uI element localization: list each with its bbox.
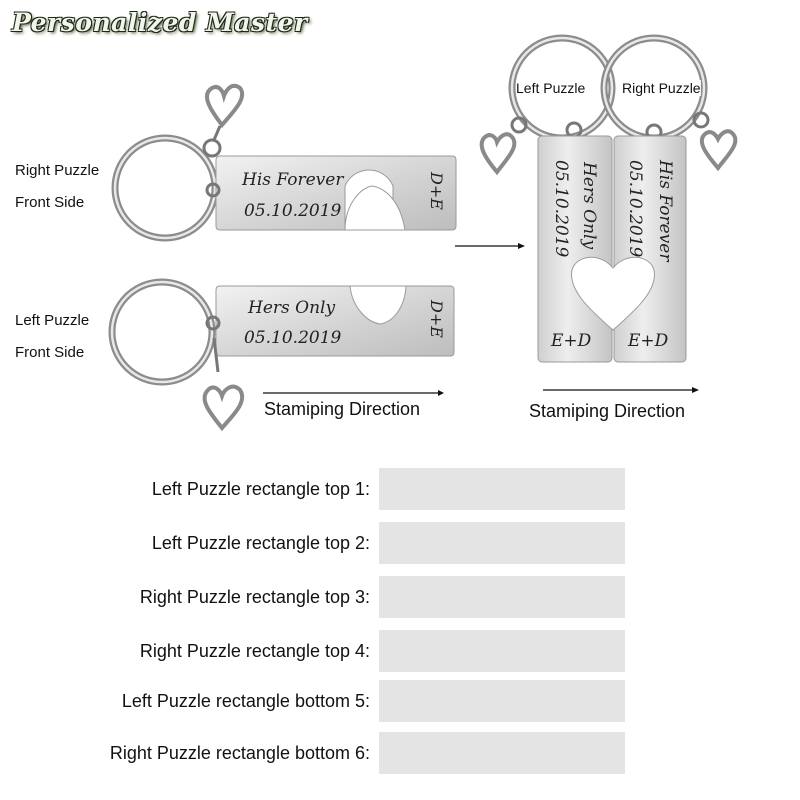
vertical-left-line1: Hers Only — [579, 162, 599, 250]
right-puzzle-ring-label: Right Puzzle — [622, 80, 701, 96]
left-puzzle-bottom-5-input[interactable] — [379, 680, 625, 722]
stamping-direction-left: Stamiping Direction — [264, 399, 421, 419]
heart-charm — [482, 134, 515, 172]
vertical-left-initials: E+D — [551, 331, 592, 351]
right-puzzle-top-4-input[interactable] — [379, 630, 625, 672]
key-ring — [112, 282, 212, 382]
left-puzzle-vertical-tag — [538, 136, 612, 362]
left-puzzle-ring-label: Left Puzzle — [516, 80, 586, 96]
key-ring — [115, 138, 215, 238]
right-puzzle-label: Right Puzzle — [15, 162, 100, 179]
right-tag-initials: D+E — [427, 172, 446, 210]
right-tag-line1: His Forever — [242, 170, 344, 190]
heart-charm — [702, 131, 736, 168]
field-label-left-bottom-5: Left Puzzle rectangle bottom 5: — [121, 691, 370, 711]
field-label-right-top-3: Right Puzzle rectangle top 3: — [139, 587, 370, 607]
right-tag-line2: 05.10.2019 — [244, 201, 342, 221]
brand-logo: Personalized Master — [12, 8, 308, 37]
vertical-right-line1: His Forever — [655, 160, 675, 262]
left-puzzle-top-1-input[interactable] — [379, 468, 625, 510]
heart-charm — [207, 86, 242, 125]
left-tag-initials: D+E — [427, 300, 446, 338]
vertical-right-initials: E+D — [628, 331, 669, 351]
field-label-right-bottom-6: Right Puzzle rectangle bottom 6: — [109, 743, 370, 763]
right-puzzle-side-label: Front Side — [15, 194, 85, 211]
left-puzzle-label: Left Puzzle — [15, 312, 90, 329]
right-puzzle-bottom-6-input[interactable] — [379, 732, 625, 774]
stamping-direction-right: Stamiping Direction — [529, 401, 686, 421]
left-tag-line2: 05.10.2019 — [244, 328, 342, 348]
vertical-right-line2: 05.10.2019 — [625, 160, 645, 258]
heart-charm — [205, 387, 243, 428]
left-tag-line1: Hers Only — [248, 298, 336, 318]
left-puzzle-top-2-input[interactable] — [379, 522, 625, 564]
field-label-left-top-2: Left Puzzle rectangle top 2: — [151, 533, 370, 553]
field-label-left-top-1: Left Puzzle rectangle top 1: — [151, 479, 370, 499]
jump-ring — [204, 140, 220, 156]
field-label-right-top-4: Right Puzzle rectangle top 4: — [139, 641, 370, 661]
right-puzzle-top-3-input[interactable] — [379, 576, 625, 618]
left-puzzle-side-label: Front Side — [15, 344, 85, 361]
vertical-left-line2: 05.10.2019 — [551, 160, 571, 258]
